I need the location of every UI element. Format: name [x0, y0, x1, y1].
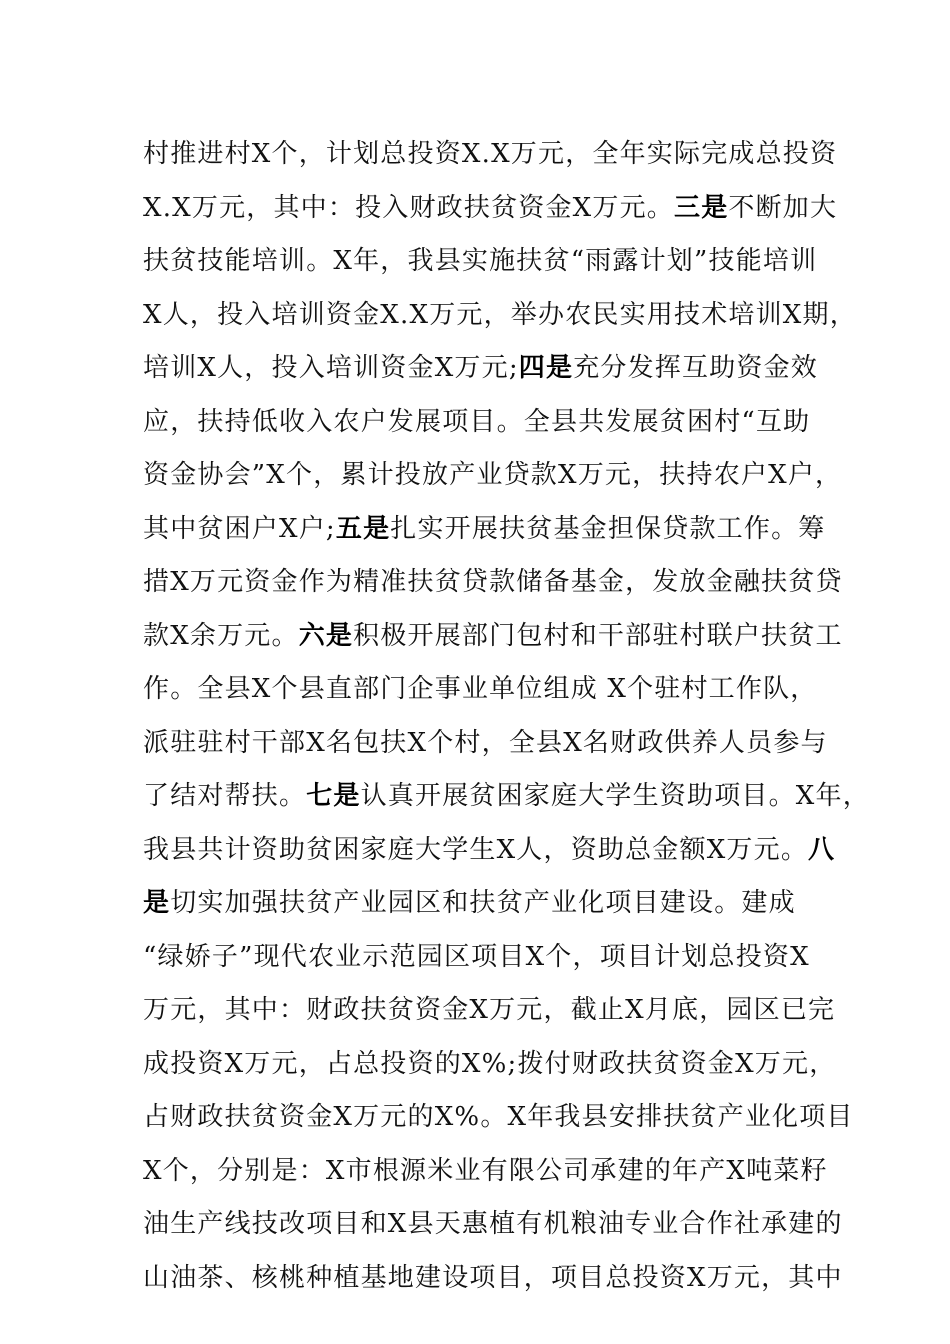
text-run: 培训X人，投入培训资金X万元; — [143, 353, 519, 383]
text-run: 款X余万元。 — [143, 620, 299, 651]
text-line-21 — [143, 1198, 843, 1252]
text-run: 措X万元资金作为精准扶贫贷款储备基金，发放金融扶贫贷 — [143, 567, 843, 597]
text-line-5 — [143, 342, 818, 396]
bold-marker: 七是 — [306, 781, 361, 811]
text-run: 油生产线技改项目和X县天惠植有机粮油专业合作社承建的 — [143, 1209, 843, 1239]
text-run: 应，扶持低收入农户发展项目。全县共发展贫困村“互助 — [143, 406, 811, 437]
text-line-17 — [143, 984, 836, 1038]
text-line-7 — [143, 449, 843, 503]
text-run: 充分发挥互助资金效 — [573, 353, 818, 383]
text-run: 不断加大 — [728, 192, 838, 223]
text-line-13 — [143, 770, 870, 824]
text-line-12 — [143, 717, 828, 771]
text-run: 扶贫技能培训。X年，我县实施扶贫“雨露计划”技能培训 — [143, 246, 818, 276]
text-run: 了结对帮扶。 — [143, 781, 307, 811]
text-line-11 — [143, 663, 818, 717]
text-run: 村推进村X个，计划总投资X.X万元，全年实际完成总投资 — [143, 139, 838, 169]
bold-marker: 五是 — [335, 513, 391, 544]
text-run: X.X万元，其中：投入财政扶贫资金X万元。 — [143, 192, 674, 223]
text-run: 积极开展部门包村和干部驻村联户扶贫工 — [353, 620, 843, 651]
text-run: 其中贫困户X户; — [143, 513, 336, 544]
bold-marker: 是 — [143, 888, 171, 918]
text-line-18 — [143, 1038, 837, 1092]
bold-marker: 四是 — [518, 353, 574, 383]
text-run: 派驻驻村干部X名包扶X个村，全县X名财政供养人员参与 — [143, 727, 828, 758]
text-line-4 — [143, 289, 857, 343]
bold-marker: 三是 — [674, 192, 729, 223]
text-line-9 — [143, 556, 843, 610]
text-line-22 — [143, 1252, 843, 1306]
text-line-6 — [143, 396, 813, 450]
text-run: X人，投入培训资金X.X万元，举办农民实用技术培训X期， — [143, 299, 857, 330]
bold-marker: 八 — [808, 834, 836, 865]
text-line-3 — [143, 235, 818, 289]
text-line-14 — [143, 824, 836, 878]
document-body-text — [143, 128, 870, 1305]
text-line-15 — [143, 877, 813, 931]
text-run: 占财政扶贫资金X万元的X%。X年我县安排扶贫产业化项目 — [143, 1102, 854, 1132]
text-run: 成投资X万元，占总投资的X%;拨付财政扶贫资金X万元， — [143, 1048, 837, 1079]
bold-marker: 六是 — [298, 620, 354, 651]
text-run: 作。全县X个县直部门企事业单位组成 X个驻村工作队， — [143, 674, 818, 704]
text-run: “绿娇子”现代农业示范园区项目X个，项目计划总投资X — [143, 941, 810, 972]
text-run: 资金协会”X个，累计投放产业贷款X万元，扶持农户X户， — [143, 460, 843, 490]
text-run: 万元，其中：财政扶贫资金X万元，截止X月底，园区已完 — [143, 995, 836, 1025]
text-line-20 — [143, 1145, 828, 1199]
text-run: 切实加强扶贫产业园区和扶贫产业化项目建设。建成 — [170, 888, 796, 918]
text-run: 认真开展贫困家庭大学生资助项目。X年， — [360, 781, 870, 811]
text-line-19 — [143, 1091, 854, 1145]
text-run: 我县共计资助贫困家庭大学生X人，资助总金额X万元。 — [143, 834, 809, 865]
text-line-10 — [143, 610, 843, 664]
text-line-16 — [143, 931, 813, 985]
text-run: X个，分别是：X市根源米业有限公司承建的年产X吨菜籽 — [143, 1155, 828, 1186]
text-run: 扎实开展扶贫基金担保贷款工作。筹 — [390, 513, 826, 544]
text-run: 山油茶、核桃种植基地建设项目，项目总投资X万元，其中 — [143, 1262, 843, 1293]
text-line-2 — [143, 182, 838, 236]
text-line-1 — [143, 128, 838, 182]
text-line-8 — [143, 503, 826, 557]
